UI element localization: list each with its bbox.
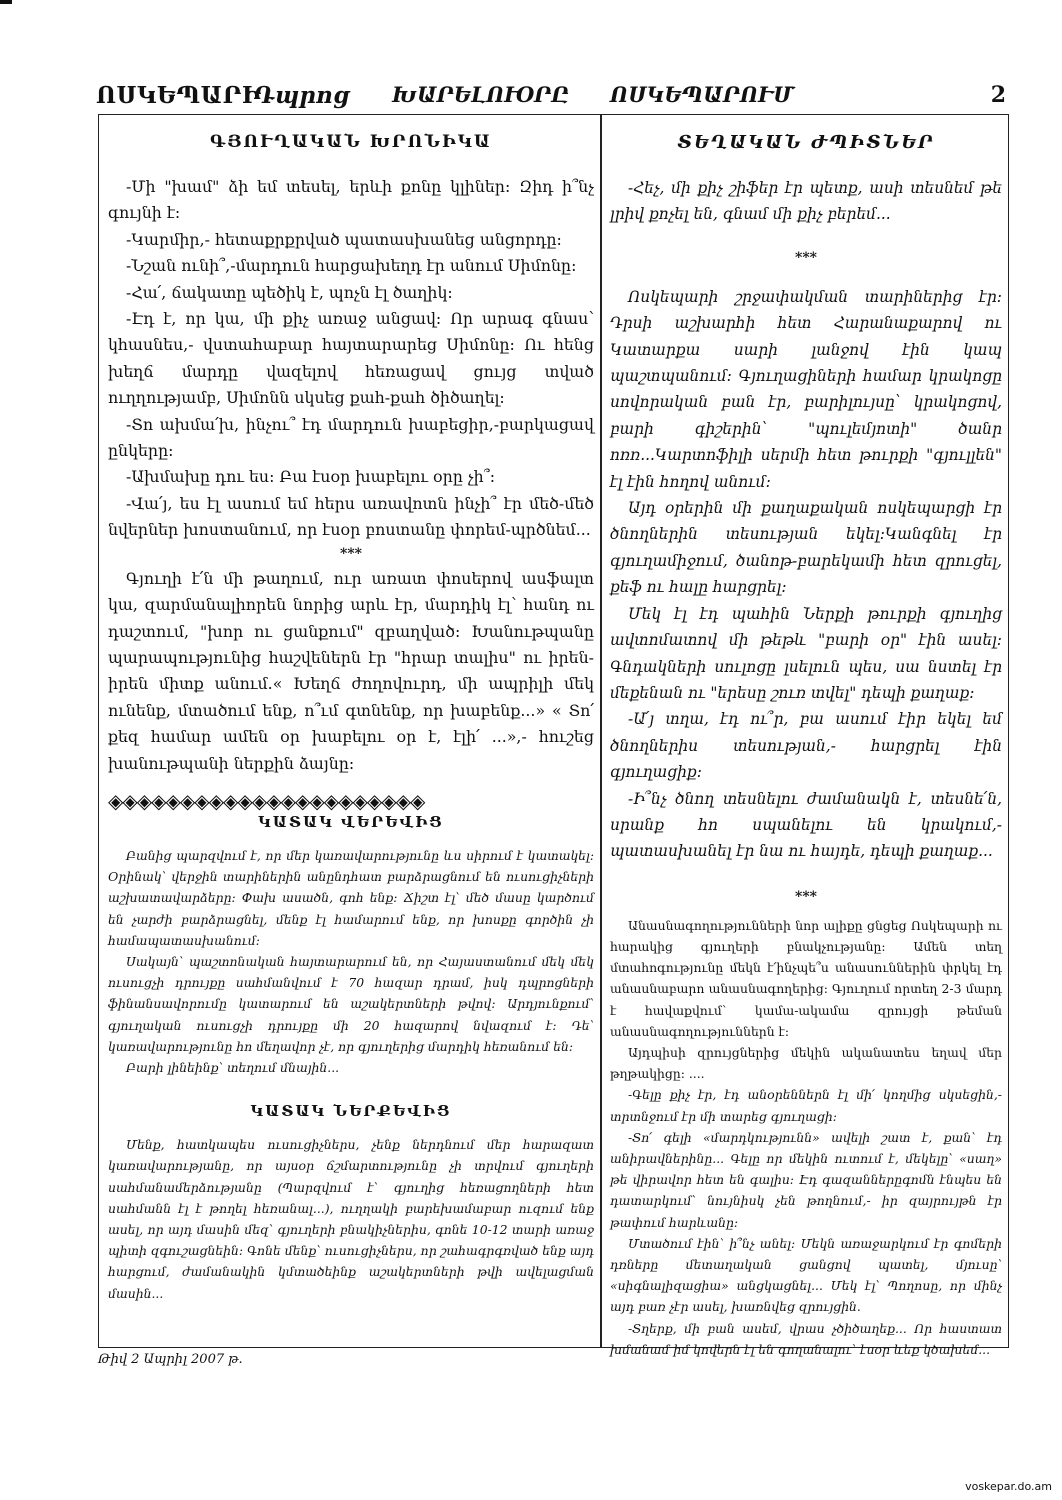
website-link[interactable]: voskepar.do.am <box>965 1480 1052 1493</box>
paragraph: -Տո ախմա՛խ, ինչու՞ էդ մարդուն խաբեցիր,-բարկացավ ընկերը: <box>108 414 594 461</box>
joke-above-text <box>108 845 594 1078</box>
paragraph: Այդ օրերին մի քաղաքական ոսկեպարցի էր ծնողներին տեսության եկել:Կանգնել էր գյուղամիջում, ծանոթ-բարեկամի հետ զրուցել, քեֆ ու հալը հարցրել: <box>610 499 1002 597</box>
masthead <box>96 82 1006 116</box>
paragraph: -Ի՞նչ ծնող տեսնելու ժամանակն է, տեսնե՛ն, սրանք հո սպանելու են կրակում,- պատասխանել էր նա ու հայդե, դեպի քաղաք... <box>610 789 1002 861</box>
paragraph: -Հա՛, ճակատը պեծիկ է, պոչն էլ ծաղիկ: <box>126 282 453 302</box>
left-column <box>108 124 594 1304</box>
local-smiles-text <box>610 175 1002 905</box>
separator-stars: *** <box>340 545 362 562</box>
right-column <box>610 124 1002 1360</box>
cattle-theft-text <box>610 915 1002 1360</box>
paragraph: -Տղերք, մի բան ասեմ, վրաս չծիծաղեք... Որ հաստատ խմանամ իմ կովերն էլ են գողանալու՝ էսօր ևեք կծախեմ... <box>610 1320 1002 1357</box>
page-number: 2 <box>990 82 1006 108</box>
motto-word-3: ՈՍԿԵՊԱՐՈՒՄ <box>610 82 794 107</box>
paragraph: Մտածում էին՝ ի՞նչ անել: Մեկն առաջարկում էր գոմերի դռները մետաղական ցանցով պատել, մյուսը՝ «սիգնալիզացիա» անցկացնել... Մեկ էլ՝ Պողոսը, որ մինչ այդ բառ չէր ասել, խառնվեց զրույցին. <box>610 1235 1002 1315</box>
paragraph: -Տո՛ գելի «մարդկությունն» ավելի շատ է, քան՝ էդ անիրավներինը... Գելը որ մեկին ուտում է, մեկելը՝ «սաղ» թե վիրավոր հետ են գալիս: Էդ գազաններըգոմն էնպես են դատարկում՝ նույնիսկ չեն թողնում,- իր զայրույթն էր թափում հարևանը: <box>610 1129 1002 1230</box>
joke-below-text <box>108 1134 594 1304</box>
paragraph: -Էդ է, որ կա, մի քիչ առաջ անցավ: Որ արագ գնաս՝ կհասնես,- վստահաբար հայտարարեց Սիմոնը: Ու հենց խեղճ մարդը վազելով հեռացավ ցույց տված ուղղությամբ, Սիմոնն սկսեց քահ-քահ ծիծաղել: <box>108 309 594 408</box>
paragraph: -Նշան ունի՞,-մարդուն հարցախեղդ էր անում Սիմոնը: <box>126 256 577 276</box>
motto-word-1: ԽԱՐԵԼՈՒ <box>392 82 520 107</box>
paragraph: Մենք, հատկապես ուսուցիչներս, չենք ներդնում մեր հարազատ կառավարությանը, որ այսօր ճշմարտությունը չի տրվում գյուղերի սահմանամերձությանը (Պարզվում է՝ գյուղից հեռացողների հետ սահմանն էլ է թողել հեռանալ...), ուղղակի բարեխամաբար ուզում ենք ասել, որ այդ մասին մեզ՝ գյուղերի բնակիչներիս, գոնե 10-12 տարի առաջ պիտի զգուշացնեին: Գոնե մենք՝ ուսուցիչներս, որ շահագրգռված ենք այդ հարցում, ժամանակին կմտածեինք աշակերտների թվի ավելացման մասին... <box>108 1137 594 1301</box>
paragraph: Սակայն՝ պաշտոնական հայտարարում են, որ Հայաստանում մեկ մեկ ուսուցչի դրույքը սահմանվում է 70 հազար դրամ, իսկ դպրոցների ֆինանսավորումը կատարում են աշակերտների թվով: Արդյունքում՝ գյուղական ուսուցչի դրույքը մի 20 հազարով նվազում է: Դե՝ կառավարությունը հո մեղավոր չէ, որ գյուղերից մարդիկ հեռանում են: <box>108 953 594 1054</box>
chronicle-text <box>108 174 594 777</box>
corner-mark <box>0 0 12 4</box>
paragraph: -Մի "խամ" ձի եմ տեսել, երևի քոնը կլիներ: Զիդ ի՞նչ գույնի է: <box>108 177 594 223</box>
newspaper-subtitle: Դպրոց <box>254 82 350 109</box>
section-title-local-smiles: ՏԵՂԱԿԱՆ ԺՊԻՏՆԵՐ <box>677 132 935 153</box>
paragraph: -Վա՛յ, ես էլ ասում եմ հերս առավոտն ինչի՞ էր մեծ-մեծ նվերներ խոստանում, որ էսօր բոստանը փորեմ-պրծնեմ... <box>108 493 594 540</box>
issue-date: Թիվ 2 Ապրիլ 2007 թ. <box>98 1352 243 1367</box>
section-title-joke-below: ԿԱՏԱԿ ՆԵՐՔԵՎԻՑ <box>250 1102 452 1121</box>
paragraph: Բանից պարզվում է, որ մեր կառավարությունը ևս սիրում է կատակել: Օրինակ՝ վերջին տարիներին անընդհատ բարձրացնում են ուսուցիչների աշխատավարձերը: Փախ ասածն, գոհ ենք: Ճիշտ էլ՝ մեծ մասը կարծում են չարժի բարձրացնել, մենք էլ համարում ենք, որ խոսքը գործին չի համապատասխանում: <box>108 847 594 948</box>
paragraph: Այդպիսի զրույցներից մեկին ականատես եղավ մեր թղթակիցը: .... <box>610 1044 1002 1082</box>
paragraph: Ոսկեպարի շրջափակման տարիներից էր: Դրսի աշխարհի հետ Հարանաքարով ու Կատարքա սարի լանջով էին կապ պաշտպանում: Գյուղացիների համար կրակոցը սովորական բան էր, բարիլույսը՝ կրակոցով, բարի գիշերին՝ "պուլեմյոտի" ծանր ոռռ...Կարտոֆիլի սերմի հետ թուրքի "գյուլլեն" էլ էին հողով անում: <box>610 287 1002 491</box>
paragraph: Անասնագողությունների նոր ալիքը ցնցեց Ոսկեպարի ու հարակից գյուղերի բնակչությանը: Ամեն տեղ մտահոգությունը մեկն է՛ինչպե՞ս անասուններին փրկել էդ անասնաբարո անասնագողերից: Գյուղում որտեղ 2-3 մարդ է հավաքվում՝ կամա-ակամա զրույցի թեման անասնագողություններն է: <box>610 917 1002 1039</box>
paragraph: -Գելը քիչ էր, էդ անօրեններն էլ մի՛ կողմից սկսեցին,- տրտնջում էր մի տարեց գյուղացի: <box>610 1087 1002 1124</box>
paragraph: -Ախմախը դու ես: Բա էսօր խաբելու օրը չի՞: <box>126 467 496 487</box>
paragraph: Բարի լինեինք՝ տեղում մնային... <box>126 1059 340 1075</box>
section-title-chronicle: ԳՅՈՒՂԱԿԱՆ ԽՐՈՆԻԿԱ <box>210 132 492 152</box>
paragraph: -Հեչ, մի քիչ շիֆեր էր պետք, ասի տեսնեմ թե լրիվ քոչել են, գնամ մի քիչ բերեմ... <box>610 179 1002 224</box>
column-divider <box>600 114 602 1348</box>
paragraph: Մեկ էլ էդ պահին Ներքի թուրքի գյուղից ավտոմատով մի թեթև "բարի օր" էին ասել: Գնդակների սուլոցը լսելուն պես, սա նստել էր մեքենան ու "երեսը շուռ տվել" դեպի քաղաք: <box>610 604 1002 702</box>
paragraph: -Ա՛յ տղա, էդ ու՞ր, բա ասում էիր եկել եմ ծնողներիս տեսության,- հարցրել էին գյուղացիք: <box>610 710 1002 782</box>
separator-stars: *** <box>795 888 817 905</box>
ornament-divider: ◈◈◈◈◈◈◈◈◈◈◈◈◈◈◈◈◈◈◈◈◈◈ <box>108 788 425 813</box>
motto-word-2: ՕՐԸ <box>516 82 569 107</box>
section-title-joke-above: ԿԱՏԱԿ ՎԵՐԵՎԻՑ <box>258 812 444 831</box>
paragraph: -Կարմիր,- հետաքրքրված պատասխանեց անցորդը: <box>126 229 562 249</box>
separator-stars: *** <box>795 249 817 266</box>
paragraph: Գյուղի է՛ն մի թաղում, ուր առատ փոսերով ասֆալտ կա, զարմանալիորեն նորից արև էր, մարդիկ էլ՝ հանդ ու դաշտում, "խոր ու ցանքում" զբաղված: Խանութպանը պարապությունից հաշվեներն էր "հրար տալիս" ու իրեն-իրեն միտք անում.« Խեղճ ժողովուրդ, մի ապրիլի մեկ ունենք, մտածում ենք, ո՞ւմ գտնենք, որ խաբենք...» « Տո՛ քեզ համար ամեն օր խաբելու օր է, էլի՛ ...»,- հուշեց խանութպանի ներքին ձայնը: <box>108 568 594 773</box>
newspaper-name: ՈՍԿԵՊԱՐԻ <box>96 82 261 109</box>
